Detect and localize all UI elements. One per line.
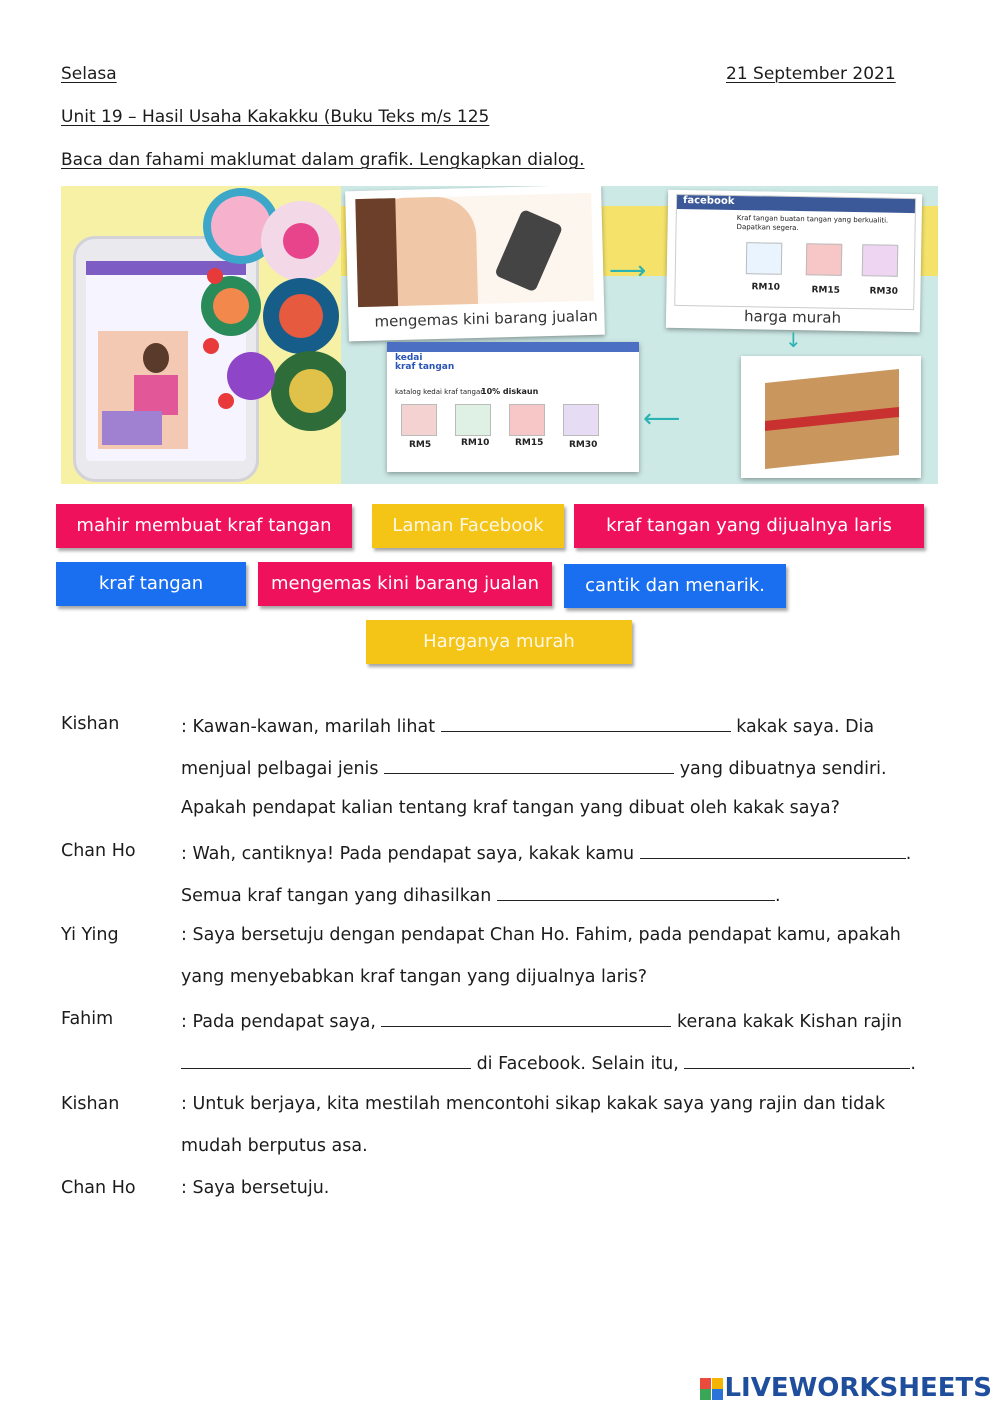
fb-thumb-flower [746,242,783,275]
shop-thumb [401,404,437,436]
dialog-line: Apakah pendapat kalian tentang kraf tangan yang dibuat oleh kakak saya? [181,798,840,818]
fb-price: RM10 [751,282,781,293]
parcel-box [765,369,899,469]
speaker-name: Chan Ho [61,841,136,861]
fb-thumb-ornament [862,244,899,277]
shop-discount: 10% diskaun [481,387,539,396]
phone-in-hand [494,209,563,293]
caption-cheap: harga murah [743,307,842,327]
speaker-name: Kishan [61,1094,120,1114]
shop-panel [387,342,639,472]
shop-price: RM5 [409,440,432,450]
fb-price: RM30 [869,286,898,297]
infographic [61,186,938,484]
shop-thumb [455,404,491,436]
chip-cheap-price[interactable]: Harganya murah [366,620,632,664]
speaker-name: Chan Ho [61,1178,136,1198]
dialog-line: yang menyebabkan kraf tangan yang dijualnya laris? [181,967,648,987]
unit-title: Unit 19 – Hasil Usaha Kakakku (Buku Teks m/s 125 [61,107,490,127]
answer-blank[interactable] [684,1051,910,1069]
answer-blank[interactable] [384,756,674,774]
dialog-line: : Pada pendapat saya, kerana kakak Kishan rajin [181,1009,902,1032]
dialog-line: : Untuk berjaya, kita mestilah mencontohi sikap kakak saya yang rajin dan tidak [181,1094,886,1114]
dialog-line: : Wah, cantiknya! Pada pendapat saya, kakak kamu . [181,841,911,864]
shop-price: RM10 [461,438,490,448]
chip-facebook-page[interactable]: Laman Facebook [372,504,564,548]
dialog-line: : Saya bersetuju dengan pendapat Chan Ho. Fahim, pada pendapat kamu, apakah [181,925,901,945]
shop-price: RM15 [515,438,544,448]
answer-blank[interactable] [381,1009,671,1027]
dialog-line: di Facebook. Selain itu, . [181,1051,916,1074]
fb-thumb-painting [806,243,843,276]
dialog-line: menjual pelbagai jenis yang dibuatnya sendiri. [181,756,887,779]
fb-price: RM15 [811,285,840,296]
logo-blocks-icon [700,1378,724,1400]
answer-blank[interactable] [181,1051,471,1069]
speaker-name: Kishan [61,714,120,734]
speaker-name: Fahim [61,1009,114,1029]
shop-brand-line2: kraf tangan [395,362,455,372]
speaker-name: Yi Ying [61,925,119,945]
caption-update: mengemas kini barang jualan [374,306,599,331]
dialog-line: mudah berputus asa. [181,1136,368,1156]
shop-catalog: katalog kedai kraf tangan [395,388,485,396]
fb-post-line2: Dapatkan segera. [736,222,799,233]
craft-bubbles [171,186,346,484]
dialog-line: : Kawan-kawan, marilah lihat kakak saya. Dia [181,714,874,737]
shop-thumb [563,404,599,436]
fb-post-line1: Kraf tangan buatan tangan yang berkualiti. [736,213,889,225]
day-label: Selasa [61,64,117,84]
date-label: 21 September 2021 [726,64,896,84]
parcel-panel [741,356,921,478]
answer-blank[interactable] [441,714,731,732]
answer-blank[interactable] [497,883,775,901]
dialog-line: Semua kraf tangan yang dihasilkan . [181,883,781,906]
arrow-down-icon: ↓ [785,328,802,352]
arrow-left-icon: ⟵ [643,404,681,434]
chip-crafts-sell-well[interactable]: kraf tangan yang dijualnya laris [574,504,924,548]
liveworksheets-logo: LIVEWORKSHEETS [700,1373,992,1403]
facebook-brand: facebook [682,195,735,207]
chip-update-items[interactable]: mengemas kini barang jualan [258,562,552,606]
instruction: Baca dan fahami maklumat dalam grafik. Lengkapkan dialog. [61,150,585,170]
chip-skilled-crafts[interactable]: mahir membuat kraf tangan [56,504,352,548]
shop-brand-line1: kedai [395,353,423,363]
shop-thumb [509,404,545,436]
shop-price: RM30 [569,440,598,450]
chip-crafts[interactable]: kraf tangan [56,562,246,606]
update-panel [345,186,605,341]
arrow-right-icon: ⟶ [609,256,647,286]
answer-blank[interactable] [640,841,906,859]
chip-beautiful[interactable]: cantik dan menarik. [564,564,786,608]
dialog-line: : Saya bersetuju. [181,1178,330,1198]
facebook-panel [666,190,922,332]
